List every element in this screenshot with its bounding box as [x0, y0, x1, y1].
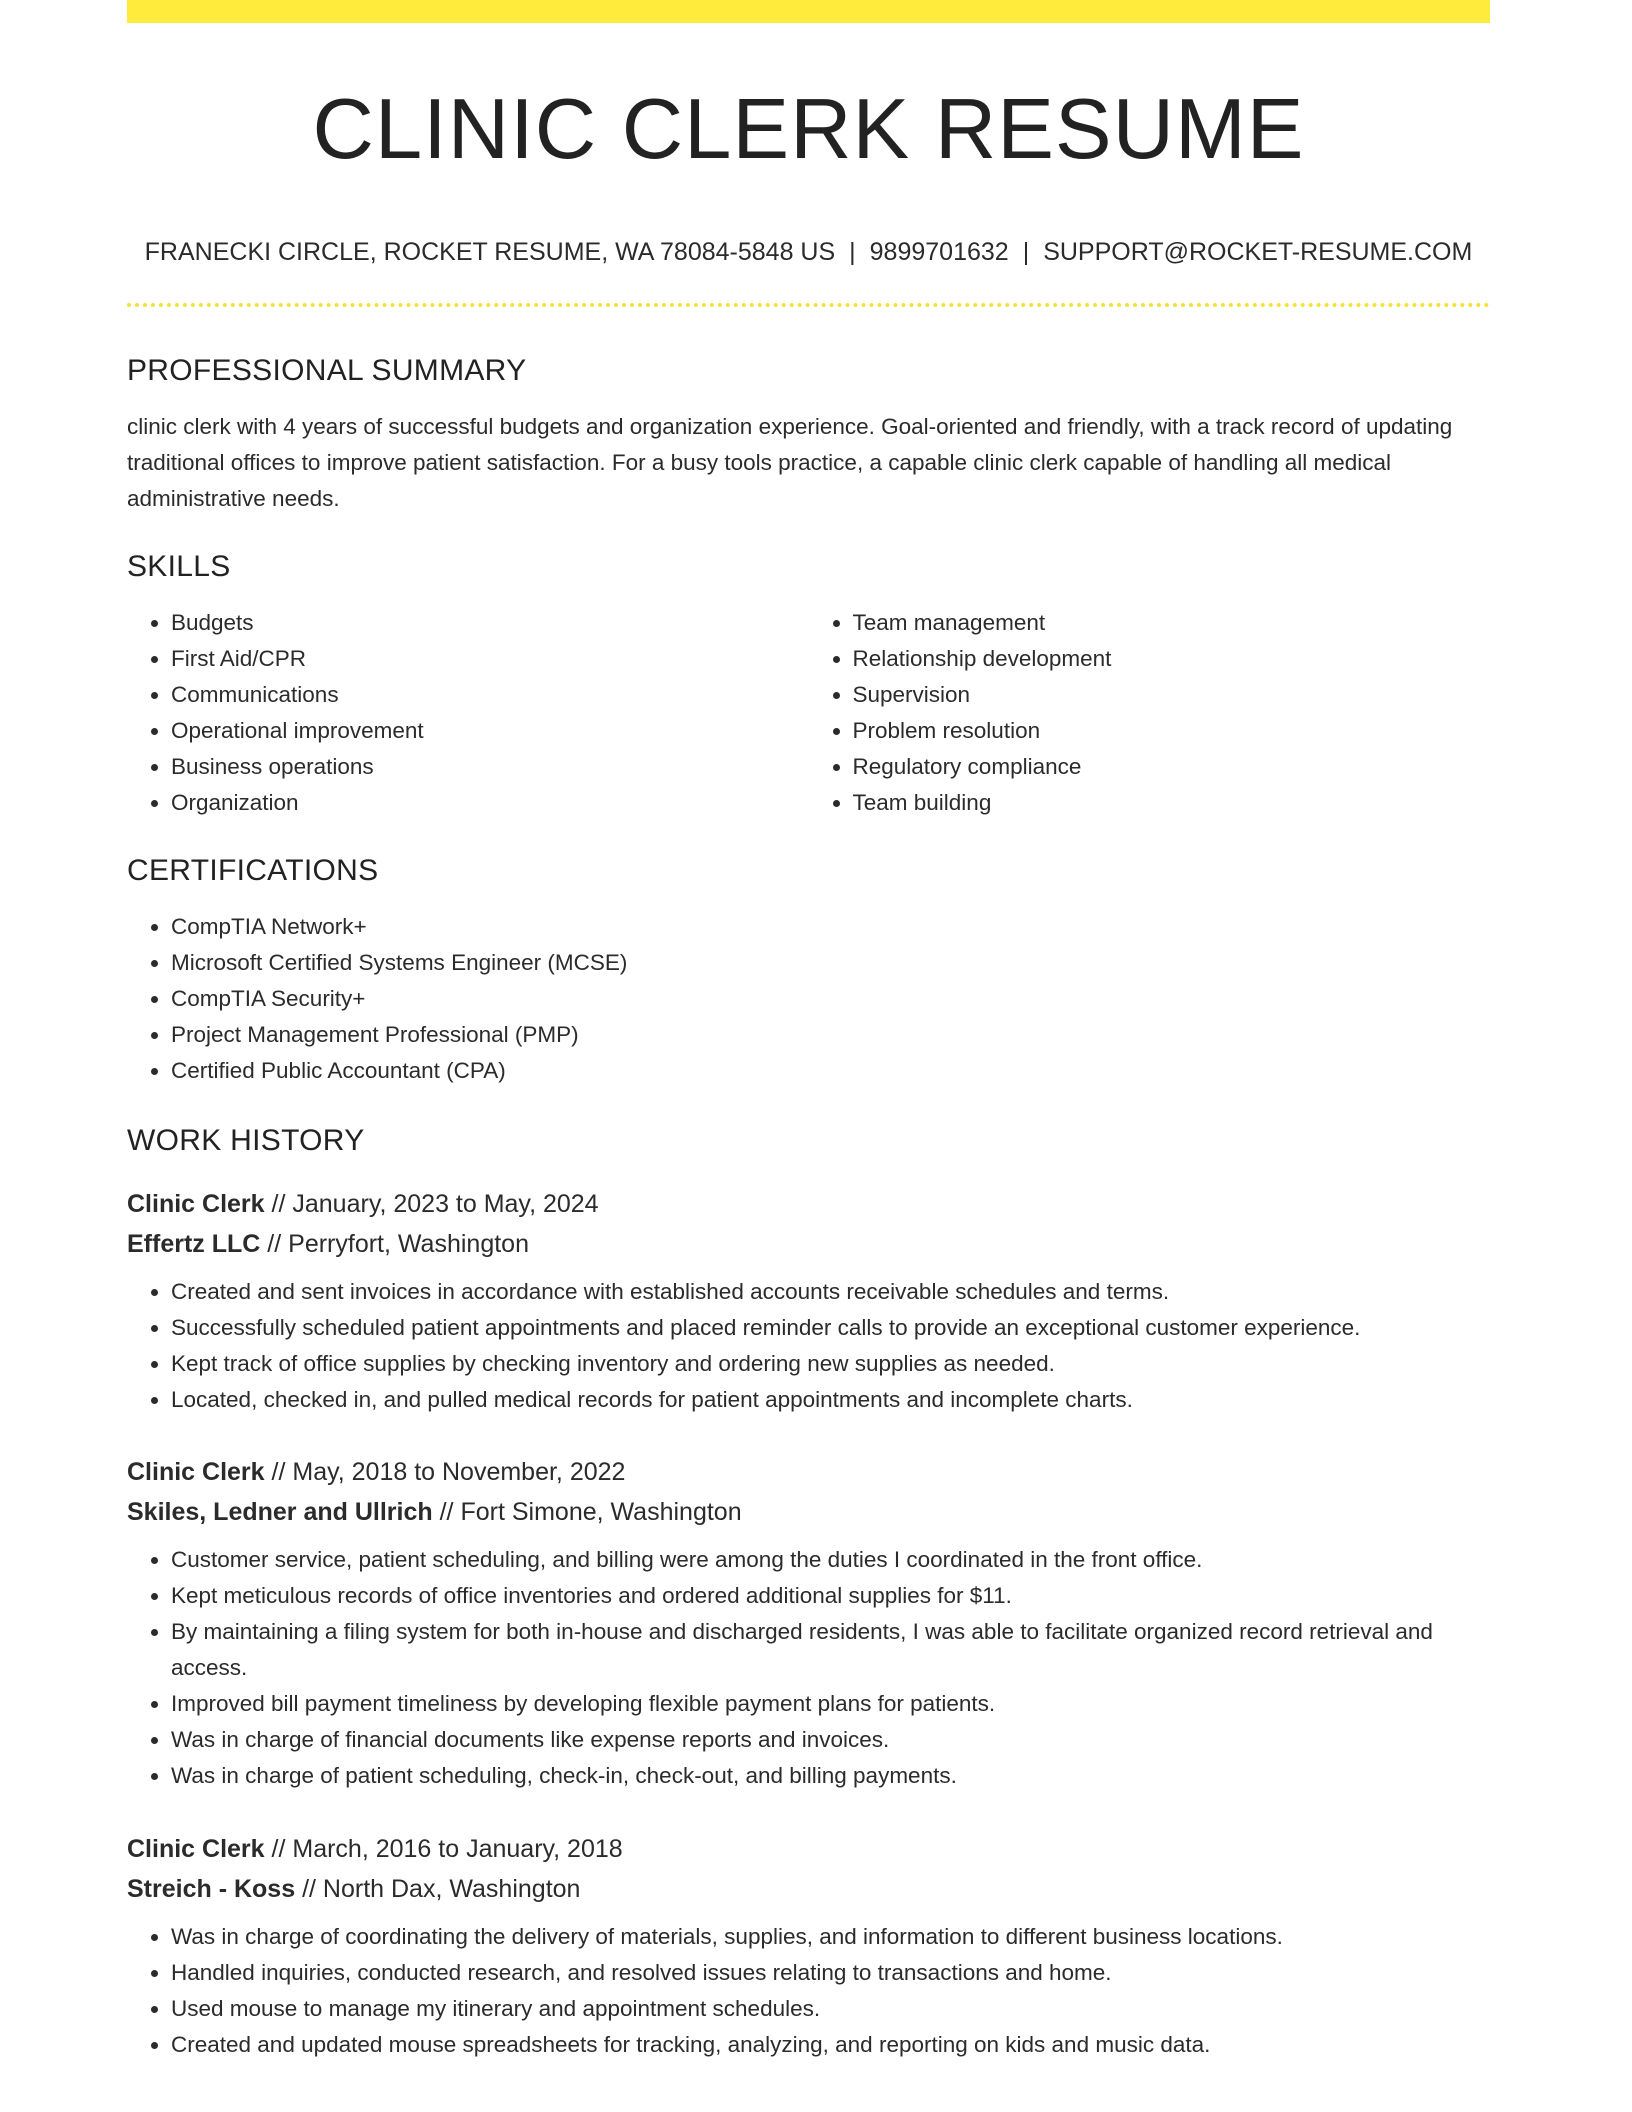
list-item: • Created and updated mouse spreadsheets for tracking, analyzing, and reporting on kids and music data.: [171, 2027, 1490, 2063]
page-title: CLINIC CLERK RESUME: [312, 82, 1305, 177]
summary-heading: PROFESSIONAL SUMMARY: [127, 354, 527, 387]
list-item: • Project Management Professional (PMP): [171, 1017, 1490, 1053]
job-entry: [127, 1452, 1490, 1794]
job-location: Fort Simone, Washington: [460, 1498, 742, 1526]
contact-email: SUPPORT@ROCKET-RESUME.COM: [1043, 238, 1473, 266]
contact-separator: |: [1022, 238, 1030, 266]
job-title: Clinic Clerk: [127, 1190, 265, 1218]
job-company: Effertz LLC: [127, 1230, 261, 1258]
list-item: • Kept track of office supplies by checking inventory and ordering new supplies as needed.: [171, 1346, 1490, 1382]
list-item: • Customer service, patient scheduling, and billing were among the duties I coordinated in the front office.: [171, 1542, 1490, 1578]
list-item: • Located, checked in, and pulled medical records for patient appointments and incomplete charts.: [171, 1382, 1490, 1418]
job-title: Clinic Clerk: [127, 1835, 265, 1863]
list-item: • Operational improvement: [171, 713, 809, 749]
job-dates: January, 2023 to May, 2024: [292, 1190, 599, 1218]
job-separator: //: [267, 1230, 282, 1258]
job-company: Skiles, Ledner and Ullrich: [127, 1498, 433, 1526]
contact-phone: 9899701632: [869, 238, 1009, 266]
list-item: • Improved bill payment timeliness by developing flexible payment plans for patients.: [171, 1686, 1490, 1722]
job-separator: //: [439, 1498, 454, 1526]
job-separator: //: [271, 1190, 286, 1218]
list-item: • By maintaining a filing system for both in-house and discharged residents, I was able to facilitate organized record retrieval and access.: [171, 1614, 1490, 1686]
certifications-section: [127, 851, 1490, 1089]
job-duties-list: [127, 1542, 1490, 1794]
certifications-list: [127, 909, 1490, 1089]
summary-text: clinic clerk with 4 years of successful budgets and organization experience. Goal-oriented and friendly, with a track record of updating traditional offices to improve patient satisfaction. For a busy tools practice, a capable clinic clerk capable of handling all medical administrative needs.: [127, 414, 1453, 511]
job-company-line: [127, 1492, 1490, 1532]
list-item: • Communications: [171, 677, 809, 713]
list-item: • Created and sent invoices in accordance with established accounts receivable schedules and terms.: [171, 1274, 1490, 1310]
list-item: • Regulatory compliance: [853, 749, 1491, 785]
job-title: Clinic Clerk: [127, 1458, 265, 1486]
list-item: • Team building: [853, 785, 1491, 821]
list-item: • Kept meticulous records of office inventories and ordered additional supplies for $11.: [171, 1578, 1490, 1614]
list-item: • Relationship development: [853, 641, 1491, 677]
list-item: • Successfully scheduled patient appointments and placed reminder calls to provide an exceptional customer experience.: [171, 1310, 1490, 1346]
job-title-line: [127, 1184, 1490, 1224]
job-title-line: [127, 1452, 1490, 1492]
job-dates: May, 2018 to November, 2022: [292, 1458, 626, 1486]
list-item: • Was in charge of financial documents like expense reports and invoices.: [171, 1722, 1490, 1758]
job-entry: [127, 1829, 1490, 2063]
skills-heading: SKILLS: [127, 550, 231, 583]
list-item: • Team management: [853, 605, 1491, 641]
job-location: North Dax, Washington: [322, 1875, 581, 1903]
job-location: Perryfort, Washington: [288, 1230, 529, 1258]
list-item: • Budgets: [171, 605, 809, 641]
job-company: Streich - Koss: [127, 1875, 296, 1903]
list-item: • CompTIA Network+: [171, 909, 1490, 945]
work-history-heading: WORK HISTORY: [127, 1124, 365, 1157]
accent-bar: [127, 0, 1490, 23]
job-separator: //: [271, 1458, 286, 1486]
list-item: • CompTIA Security+: [171, 981, 1490, 1017]
work-history-section: [127, 1121, 1490, 1161]
job-duties-list: [127, 1919, 1490, 2063]
skills-list-left: [127, 605, 809, 821]
list-item: • Used mouse to manage my itinerary and appointment schedules.: [171, 1991, 1490, 2027]
dotted-divider: [127, 303, 1490, 307]
list-item: • First Aid/CPR: [171, 641, 809, 677]
certifications-heading: CERTIFICATIONS: [127, 854, 379, 887]
list-item: • Certified Public Accountant (CPA): [171, 1053, 1490, 1089]
list-item: • Supervision: [853, 677, 1491, 713]
job-company-line: [127, 1869, 1490, 1909]
list-item: • Was in charge of coordinating the delivery of materials, supplies, and information to different business locations.: [171, 1919, 1490, 1955]
contact-address: FRANECKI CIRCLE, ROCKET RESUME, WA 78084-5848 US: [144, 238, 836, 266]
job-separator: //: [302, 1875, 316, 1903]
skills-list-right: [809, 605, 1491, 821]
job-company-line: [127, 1224, 1490, 1264]
job-entry: [127, 1184, 1490, 1418]
contact-line: [127, 236, 1490, 268]
skills-columns: [127, 605, 1490, 821]
list-item: • Microsoft Certified Systems Engineer (MCSE): [171, 945, 1490, 981]
summary-section: [127, 351, 1490, 517]
skills-section: [127, 547, 1490, 821]
job-title-line: [127, 1829, 1490, 1869]
list-item: • Problem resolution: [853, 713, 1491, 749]
job-separator: //: [271, 1835, 286, 1863]
list-item: • Organization: [171, 785, 809, 821]
job-duties-list: [127, 1274, 1490, 1418]
list-item: • Handled inquiries, conducted research, and resolved issues relating to transactions and home.: [171, 1955, 1490, 1991]
list-item: • Was in charge of patient scheduling, check-in, check-out, and billing payments.: [171, 1758, 1490, 1794]
list-item: • Business operations: [171, 749, 809, 785]
contact-separator: |: [849, 238, 856, 266]
job-dates: March, 2016 to January, 2018: [292, 1835, 623, 1863]
